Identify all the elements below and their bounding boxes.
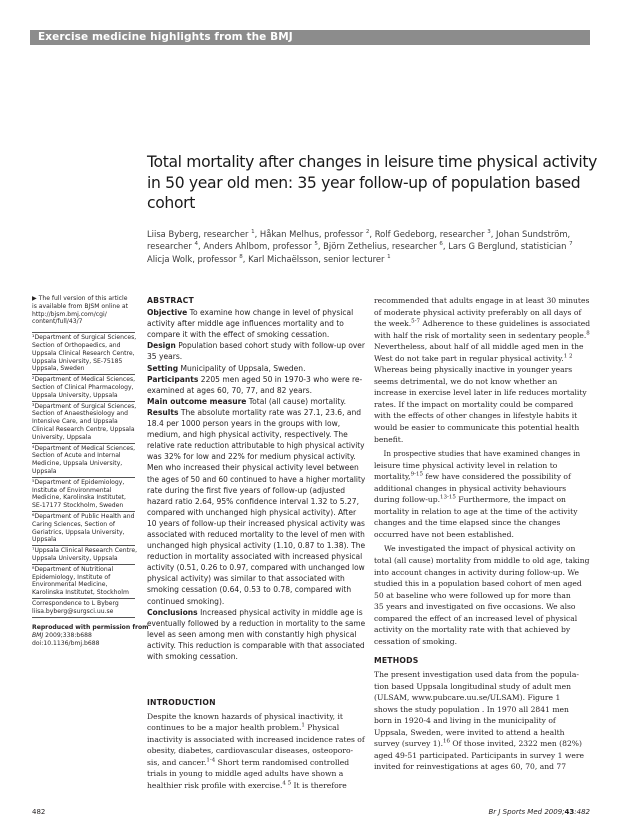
text-line	[147, 363, 365, 374]
text-line	[374, 738, 590, 750]
text-span: during follow-up.	[374, 495, 441, 505]
section-label: Design	[147, 341, 176, 351]
affiliation	[32, 334, 135, 375]
affiliation-line: Caring Sciences, Section of	[32, 520, 115, 528]
affiliation-line: Medicine, Karolinska Institutet,	[32, 494, 126, 502]
reference-number: 16	[442, 738, 450, 745]
text-line	[147, 518, 364, 529]
text-line	[374, 422, 590, 434]
text-span: Physical	[304, 723, 340, 732]
methods-heading: METHODS	[374, 656, 419, 666]
sidebar	[32, 295, 149, 648]
text-line	[374, 364, 590, 376]
text-line	[374, 601, 590, 613]
text-line	[147, 507, 365, 518]
paragraph	[374, 295, 590, 445]
reference-number: 9-15	[410, 471, 423, 478]
text-span: 18.4 per 1000 person years in the groups with low,	[147, 419, 341, 429]
text-line	[374, 529, 590, 541]
text-span: It is therefore	[291, 780, 347, 790]
text-line	[147, 640, 363, 651]
text-span: aged 49-51 participated. Participants in survey 1 were	[374, 750, 584, 760]
text-line	[374, 681, 590, 693]
text-span: mortality in relation to age at the time of the activity	[374, 506, 578, 516]
text-line	[374, 494, 590, 506]
note-line: is available from BJSM online at	[32, 302, 129, 310]
text-line	[374, 330, 588, 342]
text-span: Nevertheless, about half of all middle aged men in the	[374, 342, 584, 352]
text-span: into account changes in activity during follow-up. We	[374, 567, 580, 577]
text-span: medium, and high physical activity, respectively. The	[147, 430, 348, 440]
affiliation-line: ⁷Uppsala Clinical Research Centre,	[32, 547, 138, 555]
affiliation-line: Karolinska Institutet, Stockholm	[32, 589, 129, 597]
text-span: cessation of smoking.	[374, 636, 458, 646]
text-span: rate during the first five years of follow-up (adjusted	[147, 485, 346, 495]
text-span: invited for reinvestigations at ages 60, 70, and 77	[374, 762, 567, 772]
text-line	[147, 757, 365, 769]
text-span: of moderate physical activity preferably on all days of	[374, 307, 582, 317]
affiliation-line: ⁴Department of Medical Sciences,	[32, 444, 136, 452]
text-span: was 32% for low and 22% for medium physical activity.	[147, 452, 356, 462]
abstract	[147, 295, 365, 662]
paragraph	[374, 448, 590, 540]
affiliation-line: Section of Acute and Internal	[32, 452, 121, 460]
affiliation	[32, 566, 135, 599]
affiliation-line: Uppsala, Sweden	[32, 365, 85, 373]
affiliation-line: ⁵Department of Epidemiology,	[32, 478, 125, 486]
abstract-heading: ABSTRACT	[147, 296, 194, 305]
note-line: http://bjsm.bmj.com/cgi/	[32, 310, 107, 318]
text-span: Of those invited, 2322 men (82%)	[449, 739, 582, 749]
text-line	[374, 624, 590, 636]
author-list	[147, 228, 592, 265]
text-line	[147, 462, 365, 473]
text-line	[147, 584, 365, 595]
text-span: Municipality of Uppsala, Sweden.	[178, 363, 306, 373]
reference-number: 4 5	[282, 779, 292, 786]
affiliation-line: Section of Orthopaedics, and	[32, 341, 121, 349]
title-line: cohort	[147, 194, 195, 212]
text-span: 2205 men aged 50 in 1970-3 who were re-	[198, 374, 363, 384]
affiliations	[32, 332, 138, 599]
section-label: Setting	[147, 363, 179, 373]
affiliation	[32, 445, 135, 478]
text-span: continued smoking).	[147, 596, 225, 606]
text-line	[374, 517, 590, 529]
text-line	[374, 318, 589, 330]
text-line	[374, 307, 590, 319]
author-line: researcher $^4$, Anders Ahlbom, professor $^5$, Björn Zethelius, researcher $^6$, Lars G Berglund, statistician $^7$	[147, 241, 573, 252]
introduction-heading: INTRODUCTION	[147, 698, 216, 707]
text-span: To examine how change in level of physical	[187, 308, 354, 318]
text-span: Men who increased their physical activity level between	[147, 463, 359, 473]
text-span: activity. This reduction is comparable with that associated	[147, 640, 365, 650]
text-span: shows the study population . In 1970 all 2841 men	[374, 704, 569, 714]
text-span: compare it with the effect of smoking cessation.	[147, 330, 330, 340]
text-line	[374, 727, 590, 739]
text-span: sis, and cancer.	[147, 757, 207, 767]
text-line	[147, 607, 365, 618]
text-line	[374, 704, 590, 716]
affiliation-line: SE-17177 Stockholm, Sweden	[32, 502, 124, 510]
affiliation-line: Institute of Environmental	[32, 486, 112, 494]
reproduced-label: Reproduced with permission from	[32, 624, 149, 632]
journal-footer: Br J Sports Med 2009;43:482	[488, 808, 590, 816]
section-label: Participants	[147, 374, 199, 384]
text-span: inactivity is associated with increased incidence rates of	[147, 734, 365, 744]
doi: doi:10.1136/bmj.b688	[32, 640, 100, 648]
text-line	[147, 351, 365, 362]
affiliation-line: ⁶Department of Public Health and	[32, 512, 135, 520]
text-span: reduction in mortality associated with increased physical	[147, 552, 363, 562]
text-line	[147, 396, 365, 407]
text-span: born in 1920-4 and living in the municipality of	[374, 716, 556, 726]
text-span: smoking cessation (0.64, 0.53 to 0.78, compared with	[147, 585, 352, 595]
introduction-body	[147, 711, 365, 792]
text-span: continues to be a major health problem.	[147, 723, 302, 732]
affiliation	[32, 513, 135, 546]
text-span: level as seen among men with constantly high physical	[147, 629, 357, 639]
text-line	[147, 722, 365, 734]
paragraph	[374, 543, 590, 647]
author-line: Liisa Byberg, researcher $^1$, Håkan Melhus, professor $^2$, Rolf Gedeborg, researcher $^3$, Johan Sundström,	[147, 229, 571, 239]
text-line	[147, 529, 365, 540]
page-number: 482	[32, 808, 46, 816]
section-label: Main outcome measure	[147, 396, 247, 406]
title-line: in 50 year old men: 35 year follow-up of population based	[147, 173, 581, 192]
text-line	[374, 567, 590, 579]
text-span: activity on the mortality rate with that achieved by	[374, 625, 571, 635]
note-line: ▶ The full version of this article	[32, 295, 128, 302]
text-line	[147, 629, 365, 640]
text-line	[374, 341, 590, 353]
text-line	[147, 318, 365, 329]
text-span: obesity, diabetes, cardiovascular diseases, osteoporo-	[147, 746, 354, 755]
text-span: rates. If the impact on mortality could be compared	[374, 399, 574, 409]
text-span: relative rate reduction attributable to high physical activity	[147, 441, 365, 451]
text-span: changes and the time elapsed since the changes	[374, 518, 561, 528]
affiliation-line: ²Department of Medical Sciences,	[32, 376, 136, 384]
text-line	[147, 768, 365, 780]
text-span: the ages of 50 and 60 continued to have a higher mortality	[147, 474, 366, 484]
affiliation-line: Section of Clinical Pharmacology,	[32, 383, 134, 391]
text-line	[374, 715, 590, 727]
affiliation-line: Section of Anaesthesiology and	[32, 410, 128, 418]
text-span: survey (survey 1).	[374, 739, 443, 749]
text-line	[374, 410, 590, 422]
text-span: Population based cohort study with follow-up over	[175, 341, 365, 351]
text-span: the week.	[374, 319, 412, 329]
text-line	[374, 434, 590, 446]
affiliation-line: Geriatrics, Uppsala University,	[32, 528, 125, 536]
affiliation-line: Uppsala Clinical Research Centre,	[32, 349, 135, 357]
text-line	[374, 448, 579, 460]
text-span: physical activity) was similar to that associated with	[147, 574, 345, 584]
text-line	[374, 295, 590, 307]
text-span: occurred have not been established.	[374, 529, 514, 539]
banner-text: Exercise medicine highlights from the BMJ	[38, 31, 293, 43]
text-line	[147, 485, 365, 496]
author-line: Alicja Wolk, professor $^8$, Karl Michaëlsson, senior lecturer $^1$	[147, 253, 391, 264]
text-span: tion based Uppsala longitudinal study of adult men	[374, 681, 571, 691]
text-line	[374, 590, 590, 602]
text-line	[147, 451, 365, 462]
text-span: (ULSAM, www.pubcare.uu.se/ULSAM). Figure 1	[374, 693, 561, 703]
text-line	[147, 551, 365, 562]
text-line	[374, 471, 590, 483]
full-version-note	[32, 295, 135, 326]
section-label: Objective	[147, 308, 188, 318]
text-line	[147, 340, 365, 351]
text-line	[147, 780, 365, 792]
text-span: trials in young to middle aged adults have shown a	[147, 769, 344, 778]
text-span: seems detrimental, we do not know whether an	[374, 376, 558, 386]
title-line: Total mortality after changes in leisure time physical activity	[147, 153, 598, 171]
paragraph	[374, 669, 590, 773]
text-line	[147, 307, 365, 318]
text-line	[147, 562, 365, 573]
text-line	[147, 474, 366, 485]
text-line	[374, 483, 590, 495]
text-line	[374, 387, 590, 399]
text-span: with half the risk of mortality seen in sedentary people.	[374, 330, 587, 340]
text-span: would be easier to communicate this potential health	[374, 423, 580, 433]
affiliation-line: ³Department of Surgical Sciences,	[32, 402, 137, 410]
abstract-body	[147, 307, 365, 662]
reference-number: 13-15	[440, 494, 456, 501]
introduction	[147, 697, 365, 791]
text-span: Increased physical activity in middle age is	[197, 607, 363, 617]
affiliation-line: Intensive Care, and Uppsala	[32, 418, 118, 426]
text-span: West do not take part in regular physical activity.	[374, 353, 564, 363]
text-line	[147, 711, 365, 723]
text-span: 35 years.	[147, 352, 183, 362]
section-label: Conclusions	[147, 607, 198, 617]
text-span: leisure time physical activity level in relation to	[374, 460, 558, 470]
affiliation-line: Medicine, Uppsala University,	[32, 460, 123, 468]
right-column	[374, 295, 590, 776]
text-line	[147, 496, 365, 507]
text-span: 10 years of follow-up their increased physical activity was	[147, 518, 365, 528]
text-line	[374, 761, 590, 773]
text-span: studied this in a population based cohort of men aged	[374, 579, 582, 589]
correspondence-email[interactable]: liisa.byberg@surgsci.uu.se	[32, 607, 114, 615]
text-span: Total (all cause) mortality.	[246, 396, 347, 406]
text-span: Despite the known hazards of physical inactivity, it	[147, 711, 343, 721]
text-span: mortality,	[374, 472, 411, 482]
text-line	[147, 618, 366, 629]
correspondence	[32, 600, 135, 619]
affiliation-line: Uppsala University, SE-75185	[32, 357, 123, 365]
text-span: additional changes in physical activity behaviours	[374, 483, 567, 493]
text-line	[147, 573, 365, 584]
text-span: compared the effect of an increased level of physical	[374, 613, 578, 623]
affiliation-line: Clinical Research Centre, Uppsala	[32, 425, 135, 433]
text-span: 50 at baseline who were followed up for more than	[374, 590, 571, 600]
text-span: recommended that adults engage in at least 30 minutes	[374, 296, 590, 305]
article-title	[147, 152, 598, 214]
text-line	[374, 669, 590, 681]
text-line	[374, 613, 590, 625]
note-line: content/full/43/7	[32, 318, 83, 326]
text-span: Furthermore, the impact on	[455, 495, 566, 505]
text-line	[147, 429, 365, 440]
text-line	[374, 555, 589, 567]
text-line	[374, 506, 590, 518]
reference-number: 1	[301, 722, 305, 729]
text-line	[147, 734, 365, 746]
text-span: few have considered the possibility of	[422, 472, 571, 482]
text-span: unchanged high physical activity (1.10, 0.87 to 1.38). The	[147, 541, 366, 551]
affiliation-line: Uppsala	[32, 467, 57, 475]
reference-number: 8	[586, 330, 590, 337]
text-span: Adherence to these guidelines is associated	[419, 319, 591, 329]
text-span: eventually followed by a reduction in mortality to the same	[147, 618, 366, 628]
affiliation-line: ⁸Department of Nutritional	[32, 565, 114, 573]
text-span: total (all cause) mortality from middle to old age, taking	[374, 556, 590, 566]
text-span: activity after middle age influences mortality and to	[147, 319, 344, 329]
text-line	[374, 376, 590, 388]
citation: BMJ 2009;338:b688	[32, 632, 92, 640]
affiliation-line: Uppsala	[32, 536, 57, 544]
affiliation	[32, 479, 135, 512]
affiliation-line: Epidemiology, Institute of	[32, 573, 111, 581]
text-span: hazard ratio 2.64, 95% confidence interval 1.32 to 5.27,	[147, 496, 359, 506]
text-span: benefit.	[374, 434, 404, 444]
affiliation	[32, 403, 135, 444]
text-span: Uppsala, Sweden, were invited to attend a health	[374, 727, 565, 737]
text-line	[374, 353, 590, 365]
text-span: healthier risk profile with exercise.	[147, 780, 283, 790]
text-line	[374, 543, 590, 555]
text-line	[374, 460, 590, 472]
text-span: activity (0.51, 0.26 to 0.97, compared with unchanged low	[147, 563, 365, 573]
text-span: We investigated the impact of physical activity on	[384, 544, 576, 554]
text-line	[147, 440, 365, 451]
text-line	[147, 651, 365, 662]
section-label: Results	[147, 407, 179, 417]
text-span: The present investigation used data from the popula-	[374, 669, 579, 679]
text-line	[374, 399, 590, 411]
text-line	[374, 636, 590, 648]
text-span: associated with reduced mortality to the level of men with	[147, 529, 365, 539]
section-banner	[30, 30, 590, 45]
affiliation	[32, 547, 138, 565]
text-span: examined at ages 60, 70, 77, and 82 years.	[147, 385, 313, 395]
reference-number: 1-4	[206, 756, 216, 763]
text-span: 35 years and investigated on five occasions. We also	[374, 602, 576, 612]
text-line	[147, 385, 365, 396]
text-line	[147, 540, 364, 551]
affiliation-line: University, Uppsala	[32, 433, 92, 441]
reproduction-note	[32, 624, 149, 648]
text-span: with the effects of other changes in lifestyle habits it	[374, 411, 578, 421]
text-line	[147, 745, 365, 757]
text-line	[374, 578, 590, 590]
text-line	[147, 596, 365, 607]
text-line	[374, 750, 590, 762]
text-line	[374, 692, 590, 704]
affiliation-line: ¹Department of Surgical Sciences,	[32, 334, 137, 342]
text-span: In prospective studies that have examined changes in	[383, 449, 581, 459]
affiliation	[32, 376, 135, 401]
text-span: compared with unchanged high physical activity). After	[147, 507, 357, 517]
reference-number: 5-7	[411, 318, 420, 325]
text-line	[147, 374, 365, 385]
text-line	[147, 329, 365, 340]
text-line	[147, 407, 365, 418]
reference-number: 1 2	[563, 353, 573, 360]
text-span: increase in exercise level later in life reduces mortality	[374, 388, 587, 398]
text-span: The absolute mortality rate was 27.1, 23.6, and	[178, 407, 362, 417]
text-span: Whereas being physically inactive in younger years	[374, 365, 573, 375]
affiliation-line: Environmental Medicine,	[32, 581, 108, 589]
affiliation-line: Uppsala University, Uppsala	[32, 554, 118, 562]
affiliation-line: Uppsala University, Uppsala	[32, 391, 118, 399]
correspondence-label: Correspondence to L Byberg	[32, 599, 119, 607]
text-span: with smoking cessation.	[147, 652, 238, 661]
text-span: Short term randomised controlled	[215, 757, 350, 767]
text-line	[147, 418, 365, 429]
